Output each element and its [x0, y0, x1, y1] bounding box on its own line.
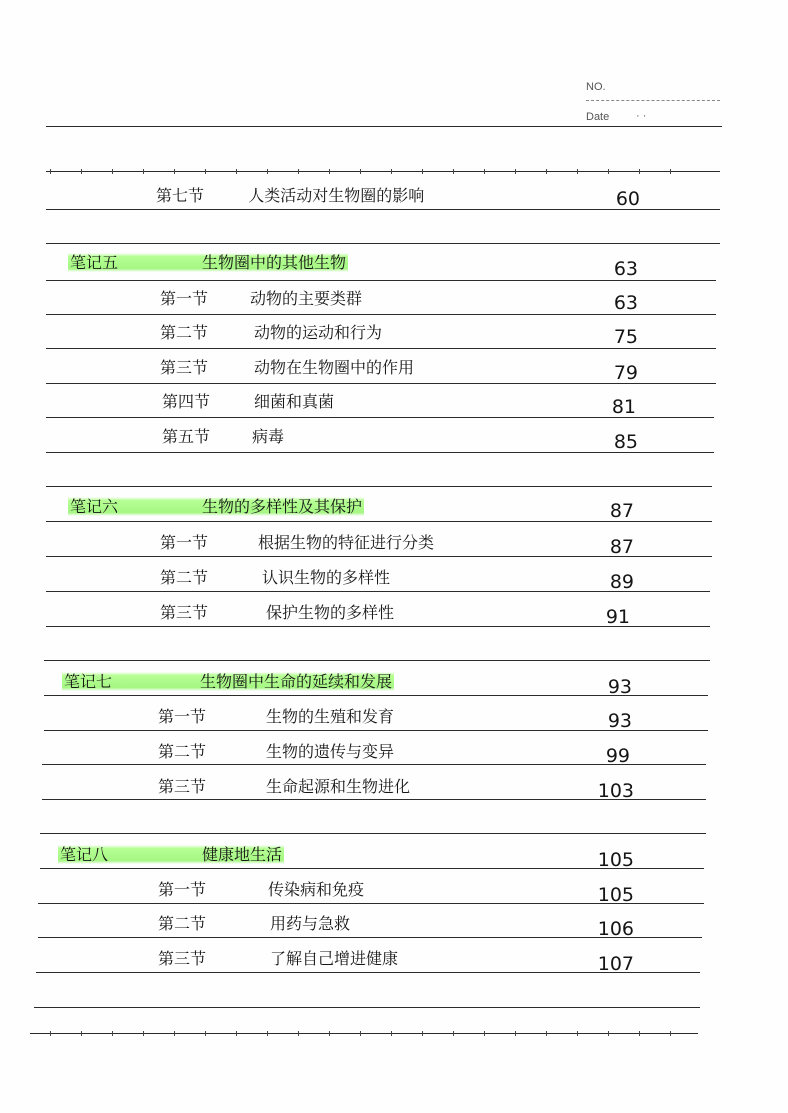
margin-tick	[50, 169, 51, 174]
ruled-line	[40, 833, 706, 834]
section-number: 第三节	[160, 603, 209, 622]
section-number: 第二节	[160, 568, 209, 587]
margin-tick	[670, 1031, 671, 1036]
margin-tick	[329, 1031, 330, 1036]
chapter-title: 健康地生活	[202, 845, 283, 864]
section-title: 生物的遗传与变异	[266, 742, 395, 761]
page-number: 89	[609, 571, 634, 593]
margin-tick	[453, 1031, 454, 1036]
chapter-number: 笔记六	[70, 497, 119, 516]
section-title: 细菌和真菌	[254, 392, 335, 411]
page-number: 81	[611, 396, 636, 418]
page-number: 93	[607, 676, 632, 698]
section-title: 传染病和免疫	[268, 880, 365, 899]
toc-chapter-row	[68, 253, 348, 273]
margin-tick	[174, 1031, 175, 1036]
section-title: 用药与急救	[270, 914, 351, 933]
page-number: 60	[615, 188, 640, 210]
section-number: 第三节	[160, 358, 209, 377]
ruled-line	[46, 126, 722, 127]
page-number: 99	[605, 745, 630, 767]
chapter-highlight	[68, 497, 364, 516]
ruled-line	[30, 1033, 698, 1034]
section-title: 动物在生物圈中的作用	[254, 358, 415, 377]
margin-tick	[577, 169, 578, 174]
chapter-title: 生物的多样性及其保护	[202, 497, 363, 516]
toc-row	[162, 427, 284, 447]
margin-tick	[174, 169, 175, 174]
toc-row	[158, 777, 410, 797]
page-number: 87	[609, 536, 634, 558]
toc-chapter-row	[68, 497, 364, 517]
no-label: NO.	[586, 81, 606, 93]
margin-tick	[143, 169, 144, 174]
margin-tick	[546, 169, 547, 174]
toc-chapter-row	[62, 672, 394, 692]
margin-tick	[422, 169, 423, 174]
margin-tick	[298, 1031, 299, 1036]
toc-row	[158, 742, 394, 762]
toc-row	[162, 392, 334, 412]
chapter-number: 笔记五	[70, 253, 119, 272]
margin-tick	[453, 169, 454, 174]
page-number: 91	[605, 606, 630, 628]
ruled-line	[46, 243, 720, 244]
toc-row	[160, 323, 382, 343]
ruled-line	[46, 280, 716, 281]
margin-tick	[143, 1031, 144, 1036]
ruled-line	[34, 1007, 700, 1008]
toc-row	[160, 568, 390, 588]
section-title: 生物的生殖和发育	[266, 707, 395, 726]
section-title: 认识生物的多样性	[262, 568, 391, 587]
toc-chapter-row	[58, 845, 284, 865]
margin-tick	[422, 1031, 423, 1036]
chapter-number: 笔记七	[64, 672, 113, 691]
margin-tick	[391, 1031, 392, 1036]
margin-tick	[81, 1031, 82, 1036]
section-title: 人类活动对生物圈的影响	[248, 186, 425, 205]
page-number: 93	[607, 710, 632, 732]
section-title: 生命起源和生物进化	[266, 777, 411, 796]
toc-row	[160, 289, 362, 309]
section-number: 第七节	[156, 186, 205, 205]
margin-tick	[205, 1031, 206, 1036]
margin-tick	[112, 169, 113, 174]
margin-tick	[608, 1031, 609, 1036]
page-number: 106	[597, 918, 634, 940]
page-number: 103	[597, 780, 634, 802]
section-number: 第五节	[162, 427, 211, 446]
page-number: 79	[613, 362, 638, 384]
ruled-line	[44, 660, 710, 661]
section-title: 病毒	[252, 427, 285, 446]
page-number: 63	[613, 292, 638, 314]
section-number: 第二节	[158, 914, 207, 933]
margin-tick	[267, 1031, 268, 1036]
date-dots: · ·	[636, 110, 647, 122]
section-number: 第一节	[160, 533, 209, 552]
margin-tick	[360, 169, 361, 174]
margin-tick	[577, 1031, 578, 1036]
chapter-title: 生物圈中的其他生物	[202, 253, 347, 272]
no-dashed-line	[586, 100, 720, 101]
margin-tick	[670, 169, 671, 174]
margin-tick	[515, 169, 516, 174]
section-number: 第一节	[158, 880, 207, 899]
page-number: 87	[609, 500, 634, 522]
page-number: 75	[613, 326, 638, 348]
margin-tick	[50, 1031, 51, 1036]
chapter-number: 笔记八	[60, 845, 109, 864]
toc-row	[160, 603, 394, 623]
toc-row	[158, 949, 398, 969]
section-number: 第一节	[158, 707, 207, 726]
section-number: 第二节	[160, 323, 209, 342]
margin-tick	[639, 169, 640, 174]
margin-tick	[546, 1031, 547, 1036]
toc-row	[160, 533, 434, 553]
chapter-highlight	[58, 845, 284, 864]
section-title: 保护生物的多样性	[266, 603, 395, 622]
page-number: 85	[613, 431, 638, 453]
margin-tick	[484, 1031, 485, 1036]
margin-tick	[515, 1031, 516, 1036]
toc-row	[156, 186, 424, 206]
margin-tick	[391, 169, 392, 174]
section-title: 动物的主要类群	[250, 289, 363, 308]
chapter-title: 生物圈中生命的延续和发展	[200, 672, 393, 691]
margin-tick	[81, 169, 82, 174]
section-title: 了解自己增进健康	[270, 949, 399, 968]
section-number: 第三节	[158, 777, 207, 796]
margin-tick	[484, 169, 485, 174]
margin-tick	[329, 169, 330, 174]
margin-tick	[608, 169, 609, 174]
section-number: 第一节	[160, 289, 209, 308]
ruled-line	[46, 348, 716, 349]
ruled-line	[46, 486, 712, 487]
margin-tick	[236, 1031, 237, 1036]
margin-tick	[298, 169, 299, 174]
toc-row	[158, 880, 364, 900]
page-number: 63	[613, 258, 638, 280]
page-number: 105	[597, 849, 634, 871]
margin-tick	[360, 1031, 361, 1036]
section-number: 第三节	[158, 949, 207, 968]
page-number: 105	[597, 884, 634, 906]
section-number: 第二节	[158, 742, 207, 761]
toc-row	[158, 707, 394, 727]
margin-tick	[236, 169, 237, 174]
margin-tick	[639, 1031, 640, 1036]
margin-tick	[205, 169, 206, 174]
page-number: 107	[597, 953, 634, 975]
section-number: 第四节	[162, 392, 211, 411]
toc-row	[160, 358, 414, 378]
date-label: Date	[586, 111, 610, 123]
chapter-highlight	[68, 253, 348, 272]
ruled-line	[46, 314, 716, 315]
chapter-highlight	[62, 672, 394, 691]
ruled-line	[46, 171, 720, 172]
margin-tick	[112, 1031, 113, 1036]
margin-tick	[267, 169, 268, 174]
section-title: 根据生物的特征进行分类	[258, 533, 435, 552]
toc-row	[158, 914, 350, 934]
section-title: 动物的运动和行为	[254, 323, 383, 342]
